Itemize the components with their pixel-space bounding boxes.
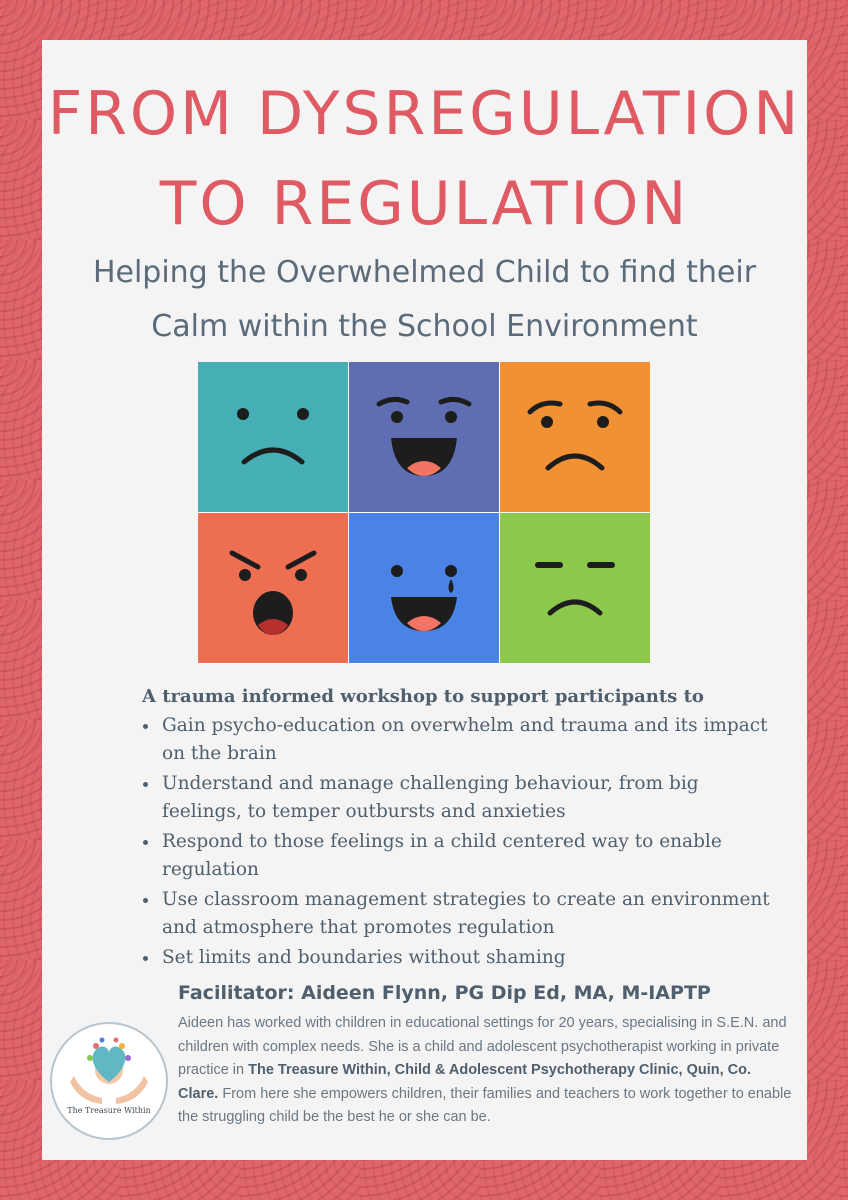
flyer-card (42, 40, 807, 1160)
facilitator-title: Facilitator: Aideen Flynn, PG Dip Ed, MA, M-IAPTP (178, 982, 711, 1004)
clinic-name: The Treasure Within, Child & Adolescent Psychotherapy Clinic, Quin, Co. Clare. (178, 1062, 752, 1102)
facilitator-bio (178, 1012, 793, 1130)
list-item: • Gain psycho-education on overwhelm and trauma and its impact on the brain (160, 712, 780, 768)
list-item: • Understand and manage challenging behaviour, from big feelings, to temper outbursts and anxieties (160, 770, 780, 826)
worried-face-icon (500, 362, 650, 512)
treasure-within-logo (50, 1022, 168, 1140)
workshop-intro: A trauma informed workshop to support participants to (142, 686, 704, 707)
bio-text: Aideen has worked with children in educational settings for 20 years, specialising in S.E.N. and children with complex needs. She is a child and adolescent psychotherapist working in private practice in (178, 1015, 787, 1078)
subtitle-line-2: Calm within the School Environment (151, 309, 698, 344)
workshop-bullets (142, 712, 780, 974)
logo-text: The Treasure Within (67, 1106, 151, 1115)
bio-text-continued: From here she empowers children, their families and teachers to work together to enable the struggling child be the best he or she can be. (178, 1085, 792, 1125)
sad-face-icon (198, 362, 348, 512)
crying-laugh-face-icon (349, 513, 499, 663)
list-item: • Set limits and boundaries without shaming (160, 944, 780, 972)
unamused-face-icon (500, 513, 650, 663)
angry-face-icon (198, 513, 348, 663)
nervous-laugh-face-icon (349, 362, 499, 512)
list-item: • Use classroom management strategies to create an environment and atmosphere that promotes regulation (160, 886, 780, 942)
title-line-2: TO REGULATION (159, 169, 690, 239)
list-item: • Respond to those feelings in a child centered way to enable regulation (160, 828, 780, 884)
emotion-faces-grid (198, 362, 650, 664)
heart-hands-icon (52, 1024, 166, 1138)
title-line-1: FROM DYSREGULATION (47, 79, 802, 149)
subtitle-line-1: Helping the Overwhelmed Child to find their (92, 255, 757, 290)
